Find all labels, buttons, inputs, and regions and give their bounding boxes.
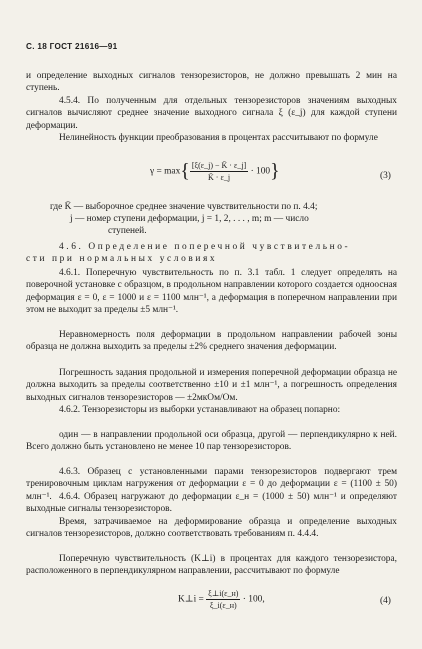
paragraph-transverse: Поперечную чувствительность (K⊥i) в процентах для каждого тензорезистора, расположенного в перпендикулярном направлении, рассчитывают по формуле [26,554,397,577]
formula-4-numerator: ξ⊥i(ε_н) [208,589,239,598]
formula-3-lhs: γ = max [150,166,181,177]
formula-3-denominator: K̄ · ε_j [208,173,231,182]
paragraph-unevenness: Неравномерность поля деформации в продольном направлении рабочей зоны образца не должна выходить за пределы ±2% среднего значения деформации. [26,330,397,353]
section-4-6-title-cont: сти при нормальных условиях [26,254,218,264]
formula-3-tail: · 100 [250,166,271,177]
formula-4-fraction [206,589,240,610]
formula-4-tail: · 100, [242,594,265,605]
formula-4-lhs: K⊥i = [178,594,204,605]
paragraph-intro: и определение выходных сигналов тензорезисторов, не должно превышать 2 мин на ступень. [26,71,397,94]
equation-number-3: (3) [380,171,391,181]
paragraph-4-6-3: 4.6.3. Образец с установленными парами тензорезисторов подвергают трем тренировочным циклам нагружения от деформации ε = 0 до деформации ε = (1100 ± 50) млн⁻¹. [26,467,397,502]
formula-3-fraction [190,161,248,182]
paragraph-4-5-4: 4.5.4. По полученным для отдельных тензорезисторов значениям выходных сигналов вычисляют среднее значение выходного сигнала ξ (ε_j) для каждой ступени деформации. [26,96,397,131]
formula-4-denominator: ξ_i(ε_н) [209,601,237,610]
where-j-definition: j — номер ступени деформации, j = 1, 2, . . . , m; m — число [70,214,309,224]
formula-4 [178,589,265,610]
paragraph-error: Погрешность задания продольной и измерения поперечной деформации образца не должна выходить за пределы соответственно ±10 и ±1 млн⁻¹, а погрешность определения выходных сигналов тензорезисторов — ±2мкОм/Ом. [26,368,397,403]
section-4-6-title: 4.6. Определение поперечной чувствительно- [59,242,351,252]
paragraph-4-6-4: 4.6.4. Образец нагружают до деформации ε_н = (1000 ± 50) млн⁻¹ и определяют выходные сигналы тензорезисторов. [26,492,397,515]
page-header: С. 18 ГОСТ 21616—91 [26,42,118,51]
where-j-definition-cont: ступеней. [108,226,147,236]
paragraph-nonlinearity: Нелинейность функции преобразования в процентах рассчитывают по формуле [59,133,378,143]
paragraph-4-6-1: 4.6.1. Поперечную чувствительность по п. 3.1 табл. 1 следует определять на поверочной установке с образцом, в продольном направлении которого создается одноосная деформация ε = 0, ε = 1000 и ε = 1100 млн⁻¹, а деформация в поперечном направлении при этом не выходит за пределы ±5 млн⁻¹. [26,268,397,316]
paragraph-4-6-2: 4.6.2. Тензорезисторы из выборки устанавливают на образец попарно: [59,405,341,415]
formula-3-numerator: [ξ(ε_j) − K̄ · ε_j] [191,161,247,170]
where-k-definition: где K̄ — выборочное среднее значение чувствительности по п. 4.4; [50,202,318,212]
formula-3: γ = max{ $\frac{[\xi(\varepsilon\_j) - K̄ \cdot \varepsilon\_j]}{K̄ \cdot \varepsilon\_j}$ · 100} [150,160,280,182]
paragraph-time: Время, затрачиваемое на деформирование образца и определение выходных сигналов тензорезисторов, должно соответствовать требованиям п. 4.4.4. [26,517,397,540]
equation-number-4: (4) [380,596,391,606]
paragraph-one-gauge: один — в направлении продольной оси образца, другой — перпендикулярно к ней. Всего должно быть установлено не менее 10 пар тензорезисторов. [26,430,397,453]
